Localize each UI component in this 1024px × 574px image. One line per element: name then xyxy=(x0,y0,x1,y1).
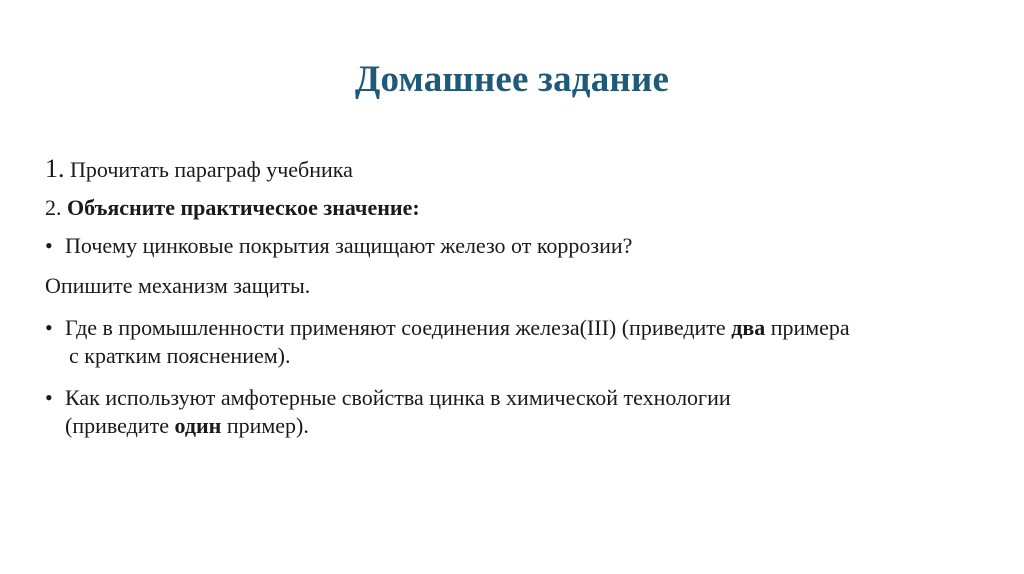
item-1-number: 1. xyxy=(45,154,65,183)
bullet-3-line2-end: пример). xyxy=(221,413,309,438)
bullet-2-line2: с кратким пояснением). xyxy=(69,343,291,368)
item-1 xyxy=(45,155,1005,184)
bullet-item-2-continuation xyxy=(45,342,1005,370)
bullet-2-line1-end: примера xyxy=(765,315,850,340)
describe-line xyxy=(45,272,1005,300)
bullet-item-3 xyxy=(45,384,1005,412)
bullet-item-3-continuation xyxy=(45,412,1005,440)
bullet-2-line1-bold: два xyxy=(731,315,766,340)
item-2-text: Объясните практическое значение: xyxy=(67,195,420,220)
bullet-item-2 xyxy=(45,314,1005,342)
item-1-text: Прочитать параграф учебника xyxy=(64,157,353,182)
bullet-icon: • xyxy=(45,233,53,258)
slide-body xyxy=(45,155,1005,440)
bullet-icon: • xyxy=(45,385,53,410)
item-2 xyxy=(45,194,1005,222)
bullet-icon: • xyxy=(45,315,53,340)
bullet-1-text: Почему цинковые покрытия защищают железо от коррозии? xyxy=(65,233,633,258)
bullet-3-line1: Как используют амфотерные свойства цинка в химической технологии xyxy=(65,385,731,410)
slide-title: Домашнее задание xyxy=(354,59,670,100)
bullet-3-line2-bold: один xyxy=(174,413,222,438)
bullet-3-line2-start: (приведите xyxy=(65,413,175,438)
item-2-number: 2. xyxy=(45,195,67,220)
bullet-item-1 xyxy=(45,232,1005,260)
describe-text: Опишите механизм защиты. xyxy=(45,273,311,298)
bullet-2-line1-start: Где в промышленности применяют соединения железа(III) (приведите xyxy=(65,315,732,340)
